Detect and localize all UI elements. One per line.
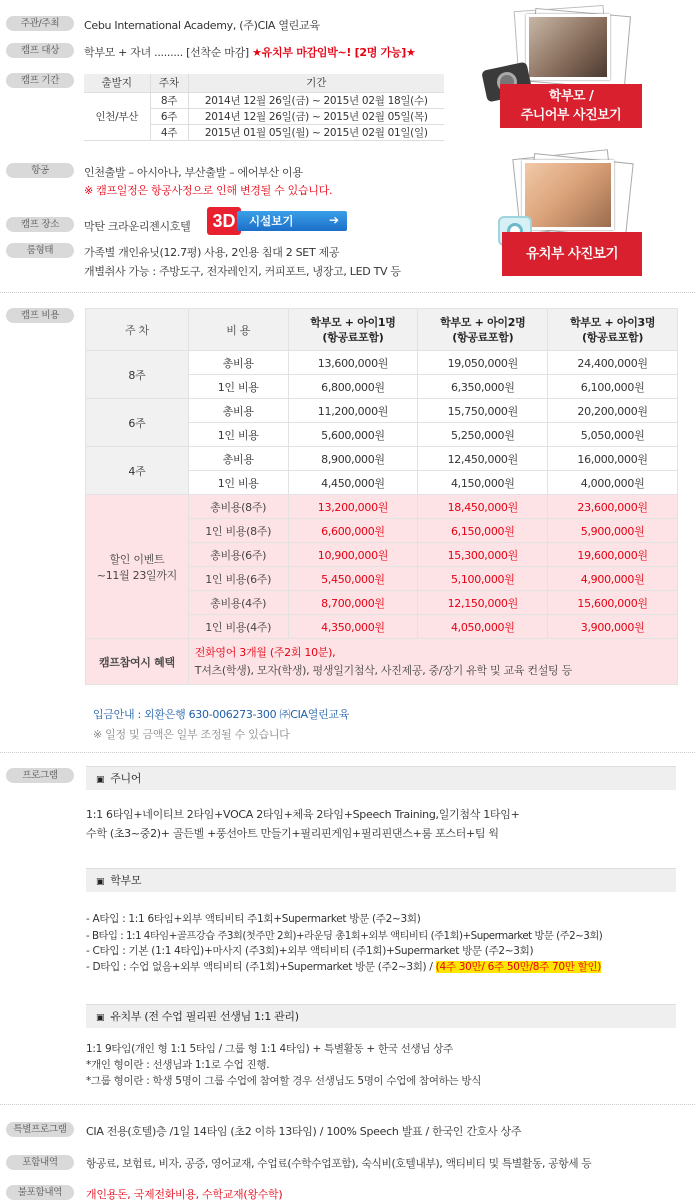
included-text: 항공료, 보험료, 비자, 공증, 영어교재, 수업료(수학수업포함), 숙식비(호텔내부), 액티비티 및 특별활동, 공항세 등 bbox=[86, 1157, 592, 1170]
kinder-title: 유치부 (전 수업 필리핀 선생님 1:1 관리) bbox=[110, 1010, 299, 1023]
period-tag: 캠프 기간 bbox=[6, 73, 74, 88]
period-header-origin: 출발지 bbox=[84, 74, 150, 92]
discount-row-label: 총비용(6주) bbox=[188, 543, 288, 567]
cost-header-child3: 학부모 + 아이3명 (항공료포함) bbox=[548, 309, 678, 351]
period-weeks: 6주 bbox=[150, 108, 188, 124]
arrow-right-icon: ➔ bbox=[328, 213, 339, 227]
cost-value: 6,800,000원 bbox=[288, 375, 418, 399]
cost-value: 6,350,000원 bbox=[418, 375, 548, 399]
benefit-line2: T셔츠(학생), 모자(학생), 평생일기첨삭, 사진제공, 중/장기 유학 및 교육 컨설팅 등 bbox=[194, 663, 572, 677]
cost-row-label: 총비용 bbox=[188, 351, 288, 375]
period-weeks: 4주 bbox=[150, 124, 188, 140]
separator bbox=[0, 292, 695, 293]
cost-value: 15,750,000원 bbox=[418, 399, 548, 423]
excluded-tag: 불포함내역 bbox=[6, 1185, 74, 1200]
discount-value: 19,600,000원 bbox=[548, 543, 678, 567]
kinder-bar bbox=[86, 1004, 676, 1028]
discount-row-label: 총비용(4주) bbox=[188, 591, 288, 615]
cost-row-label: 총비용 bbox=[188, 399, 288, 423]
discount-row-label: 1인 비용(8주) bbox=[188, 519, 288, 543]
cost-header-cost: 비 용 bbox=[188, 309, 288, 351]
cost-value: 5,250,000원 bbox=[418, 423, 548, 447]
discount-value: 6,150,000원 bbox=[418, 519, 548, 543]
cost-row-label: 1인 비용 bbox=[188, 471, 288, 495]
discount-value: 15,600,000원 bbox=[548, 591, 678, 615]
cost-value: 5,600,000원 bbox=[288, 423, 418, 447]
cost-value: 24,400,000원 bbox=[548, 351, 678, 375]
room-line1: 가족별 개인유닛(12.7평) 사용, 2인용 침대 2 SET 제공 bbox=[84, 246, 340, 259]
3d-badge: 3D bbox=[207, 207, 241, 235]
square-icon: ▣ bbox=[96, 1013, 105, 1023]
discount-group-name bbox=[86, 495, 189, 639]
discount-value: 4,350,000원 bbox=[288, 615, 418, 639]
period-header-weeks: 주차 bbox=[150, 74, 188, 92]
cost-row bbox=[86, 447, 678, 471]
parent-title: 학부모 bbox=[110, 874, 142, 887]
cost-row-label: 1인 비용 bbox=[188, 375, 288, 399]
discount-row-label: 1인 비용(4주) bbox=[188, 615, 288, 639]
discount-value: 5,100,000원 bbox=[418, 567, 548, 591]
cost-row bbox=[86, 351, 678, 375]
target-main: 학부모 + 자녀 ......... [선착순 마감] bbox=[84, 46, 249, 59]
separator bbox=[0, 1104, 695, 1105]
benefit-label: 캠프참여시 혜택 bbox=[86, 639, 189, 685]
cost-table bbox=[85, 308, 678, 685]
period-dates: 2015년 01월 05일(월) ~ 2015년 02월 01일(일) bbox=[188, 124, 444, 140]
discount-name-line2: ~11월 23일까지 bbox=[96, 568, 177, 582]
cost-group-name: 4주 bbox=[86, 447, 189, 495]
host-text: Cebu International Academy, (주)CIA 열린교육 bbox=[84, 19, 320, 32]
benefit-text bbox=[188, 639, 677, 685]
parent-photo-label-1: 학부모 / bbox=[548, 89, 594, 104]
kinder-photo-link[interactable] bbox=[482, 150, 642, 278]
cost-value: 20,200,000원 bbox=[548, 399, 678, 423]
junior-line2: 수학 (초3~중2)+ 골든벨 +풍선아트 만들기+필리핀게임+필리핀댄스+룸 포스터+팀 웍 bbox=[86, 827, 499, 840]
facility-button-label: 시설보기 bbox=[249, 214, 294, 228]
discount-row-label: 1인 비용(6주) bbox=[188, 567, 288, 591]
cost-value: 13,600,000원 bbox=[288, 351, 418, 375]
cost-value: 6,100,000원 bbox=[548, 375, 678, 399]
cost-value: 8,900,000원 bbox=[288, 447, 418, 471]
period-dates: 2014년 12월 26일(금) ~ 2015년 02월 05일(목) bbox=[188, 108, 444, 124]
parent-type-d-discount: (4주 30만/ 6주 50만/8주 70만 할인) bbox=[435, 961, 602, 973]
place-text: 막탄 크라운리젠시호텔 bbox=[84, 220, 191, 233]
parent-photo-label bbox=[500, 84, 642, 128]
discount-value: 3,900,000원 bbox=[548, 615, 678, 639]
cost-row-label: 총비용 bbox=[188, 447, 288, 471]
target-text bbox=[84, 44, 416, 60]
target-note: ★유치부 마감임박~! [2명 가능]★ bbox=[252, 46, 416, 59]
parent-bar bbox=[86, 868, 676, 892]
kinder-line1: 1:1 9타임(개인 형 1:1 5타임 / 그룹 형 1:1 4타임) + 특별활동 + 한국 선생님 상주 bbox=[86, 1043, 453, 1055]
kinder-line2: *개인 형이란 : 선생님과 1:1로 수업 진행. bbox=[86, 1059, 270, 1071]
facility-button-bg bbox=[237, 211, 347, 231]
place-tag: 캠프 장소 bbox=[6, 217, 74, 232]
period-header-dates: 기간 bbox=[188, 74, 444, 92]
discount-value: 18,450,000원 bbox=[418, 495, 548, 519]
room-line2: 개별취사 가능 : 주방도구, 전자레인지, 커피포트, 냉장고, LED TV 등 bbox=[84, 265, 401, 278]
payment-note: ※ 일정 및 금액은 일부 조정될 수 있습니다 bbox=[93, 728, 290, 741]
cost-value: 4,450,000원 bbox=[288, 471, 418, 495]
parent-type-c: - C타입 : 기본 (1:1 4타입)+마사지 (주3회)+외부 액티비티 (주1회)+Supermarket 방문 (주2~3회) bbox=[86, 945, 534, 957]
junior-bar bbox=[86, 766, 676, 790]
parent-type-a: - A타입 : 1:1 6타임+외부 액티비티 주1회+Supermarket 방문 (주2~3회) bbox=[86, 913, 421, 925]
cost-value: 16,000,000원 bbox=[548, 447, 678, 471]
parent-photo-label-2: 주니어부 사진보기 bbox=[520, 108, 622, 123]
family-photo bbox=[526, 14, 610, 80]
discount-value: 13,200,000원 bbox=[288, 495, 418, 519]
excluded-text: 개인용돈, 국제전화비용, 수학교재(왕수학) bbox=[86, 1188, 283, 1200]
discount-value: 6,600,000원 bbox=[288, 519, 418, 543]
host-tag: 주관/주최 bbox=[6, 16, 74, 31]
cost-value: 12,450,000원 bbox=[418, 447, 548, 471]
special-tag: 특별프로그램 bbox=[6, 1122, 74, 1137]
parent-photo-link[interactable] bbox=[482, 4, 642, 130]
junior-line1: 1:1 6타임+네이티브 2타임+VOCA 2타임+체육 2타임+Speech Training,일기첨삭 1타임+ bbox=[86, 808, 520, 821]
discount-row bbox=[86, 495, 678, 519]
cost-header-weeks: 주 차 bbox=[86, 309, 189, 351]
square-icon: ▣ bbox=[96, 775, 105, 785]
cost-value: 4,150,000원 bbox=[418, 471, 548, 495]
discount-value: 4,050,000원 bbox=[418, 615, 548, 639]
discount-value: 12,150,000원 bbox=[418, 591, 548, 615]
cost-value: 11,200,000원 bbox=[288, 399, 418, 423]
discount-value: 8,700,000원 bbox=[288, 591, 418, 615]
room-tag: 룸형태 bbox=[6, 243, 74, 258]
parent-type-b: - B타입 : 1:1 4타임+골프강습 주3회(첫주만 2회)+라운딩 총1회+외부 액티비티 (주1회)+Supermarket 방문 (주2~3회) bbox=[86, 930, 603, 942]
cost-header-child1: 학부모 + 아이1명 (항공료포함) bbox=[288, 309, 418, 351]
cost-header-child2: 학부모 + 아이2명 (항공료포함) bbox=[418, 309, 548, 351]
discount-value: 23,600,000원 bbox=[548, 495, 678, 519]
discount-value: 4,900,000원 bbox=[548, 567, 678, 591]
discount-row-label: 총비용(8주) bbox=[188, 495, 288, 519]
included-tag: 포함내역 bbox=[6, 1155, 74, 1170]
discount-name-line1: 할인 이벤트 bbox=[109, 552, 165, 566]
kinder-photo-label: 유치부 사진보기 bbox=[502, 232, 642, 276]
benefit-row bbox=[86, 639, 678, 685]
flight-line2: ※ 캠프일정은 항공사정으로 인해 변경될 수 있습니다. bbox=[84, 184, 333, 197]
special-text: CIA 전용(호텔)층 /1일 14타임 (초2 이하 13타임) / 100% Speech 발표 / 한국인 간호사 상주 bbox=[86, 1125, 522, 1138]
cost-row bbox=[86, 399, 678, 423]
flight-tag: 항공 bbox=[6, 163, 74, 178]
cost-group-name: 6주 bbox=[86, 399, 189, 447]
kinder-line3: *그룹 형이란 : 학생 5명이 그룹 수업에 참여할 경우 선생님도 5명이 수업에 참여하는 방식 bbox=[86, 1075, 482, 1087]
parent-type-d bbox=[86, 959, 601, 974]
flight-line1: 인천출발 – 아시아나, 부산출발 – 에어부산 이용 bbox=[84, 166, 303, 179]
square-icon: ▣ bbox=[96, 877, 105, 887]
program-tag: 프로그램 bbox=[6, 768, 74, 783]
discount-value: 15,300,000원 bbox=[418, 543, 548, 567]
payment-info: 입금안내 : 외환은행 630-006273-300 ㈜CIA열린교육 bbox=[93, 708, 350, 721]
kid-photo bbox=[522, 160, 614, 230]
period-origin: 인천/부산 bbox=[84, 92, 150, 140]
cost-tag: 캠프 비용 bbox=[6, 308, 74, 323]
cost-value: 4,000,000원 bbox=[548, 471, 678, 495]
cost-row-label: 1인 비용 bbox=[188, 423, 288, 447]
benefit-line1: 전화영어 3개월 (주2회 10분), bbox=[194, 645, 336, 659]
separator bbox=[0, 752, 695, 753]
discount-value: 5,900,000원 bbox=[548, 519, 678, 543]
discount-value: 10,900,000원 bbox=[288, 543, 418, 567]
cost-value: 5,050,000원 bbox=[548, 423, 678, 447]
junior-title: 주니어 bbox=[110, 772, 142, 785]
period-table bbox=[84, 74, 444, 141]
facility-view-button[interactable] bbox=[207, 207, 347, 235]
discount-value: 5,450,000원 bbox=[288, 567, 418, 591]
period-weeks: 8주 bbox=[150, 92, 188, 108]
period-dates: 2014년 12월 26일(금) ~ 2015년 02월 18일(수) bbox=[188, 92, 444, 108]
parent-type-d-text: - D타입 : 수업 없음+외부 액티비티 (주1회)+Supermarket 방문 (주2~3회) / bbox=[86, 961, 436, 973]
cost-group-name: 8주 bbox=[86, 351, 189, 399]
target-tag: 캠프 대상 bbox=[6, 43, 74, 58]
cost-value: 19,050,000원 bbox=[418, 351, 548, 375]
